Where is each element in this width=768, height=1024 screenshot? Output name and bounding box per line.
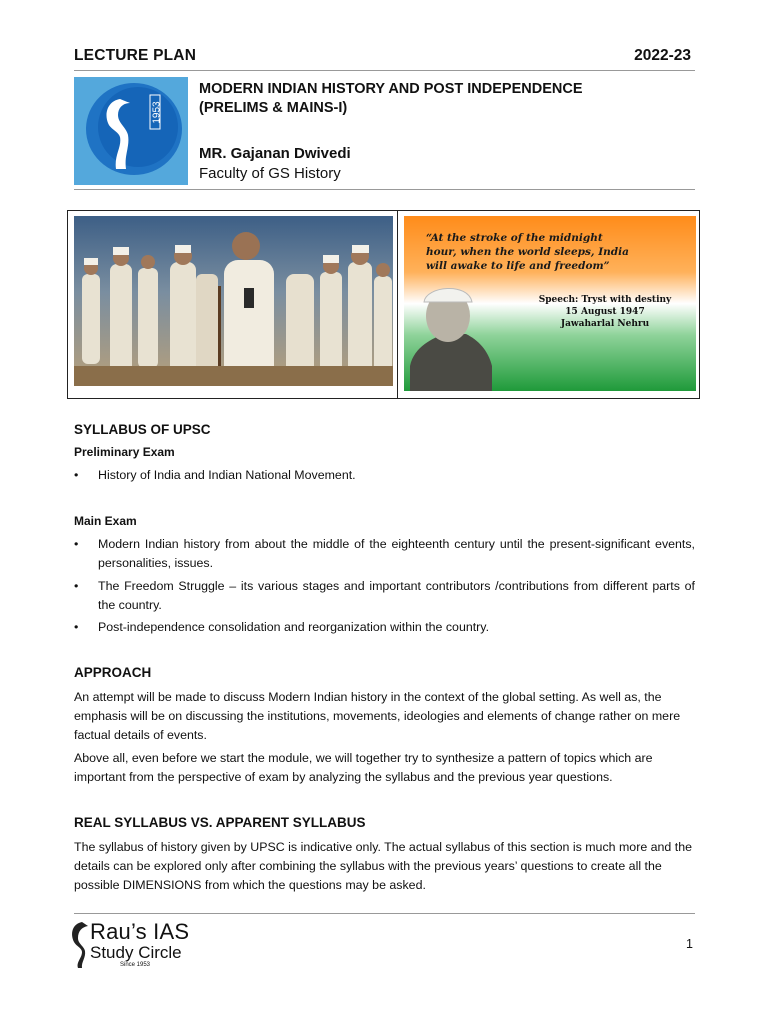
head-silhouette-icon xyxy=(74,77,188,185)
quote-line1: “At the stroke of the midnight xyxy=(426,232,603,244)
list-item-text: Post-independence consolidation and reorganization within the country. xyxy=(98,620,490,634)
prelims-heading: Preliminary Exam xyxy=(74,445,175,459)
banner-divider xyxy=(397,210,398,399)
bullet-icon: • xyxy=(74,620,79,634)
course-title xyxy=(199,80,583,118)
teacher-role: Faculty of GS History xyxy=(199,165,341,182)
approach-paragraph-2: Above all, even before we start the module, we will together try to synthesize a pattern of topics which are important from the perspective of exam by analyzing the syllabus and the previous year questions. xyxy=(74,751,653,784)
approach-paragraph-1: An attempt will be made to discuss Modern Indian history in the context of the global setting. As well as, the emphasis will be on discussing the institutions, movements, ideologies and elements of change rather on mere factual details of events. xyxy=(74,690,681,742)
teacher-name: MR. Gajanan Dwivedi xyxy=(199,145,351,162)
list-item xyxy=(74,577,695,614)
list-item xyxy=(74,466,695,485)
syllabus-heading: SYLLABUS OF UPSC xyxy=(74,422,211,437)
speech-speaker: Jawaharlal Nehru xyxy=(560,319,650,329)
real-syllabus-paragraph: The syllabus of history given by UPSC is indicative only. The actual syllabus of this section is much more and the details can be explored only after combining the syllabus with the previous years’ questions to create all the possible DIMENSIONS from which the questions may be asked. xyxy=(74,840,692,892)
brand-tagline: Study Circle xyxy=(90,943,182,962)
real-syllabus-heading: REAL SYLLABUS VS. APPARENT SYLLABUS xyxy=(74,815,366,830)
quote-line2: hour, when the world sleeps, India xyxy=(426,246,629,258)
course-title-line2: (PRELIMS & MAINS-I) xyxy=(199,100,348,116)
list-item xyxy=(74,535,695,572)
header-rule-bottom xyxy=(74,189,695,190)
institute-logo xyxy=(74,77,188,185)
list-item-text: The Freedom Struggle – its various stages and important contributors /contributions from different parts of the country. xyxy=(98,579,695,612)
list-item xyxy=(74,618,695,637)
head-silhouette-icon xyxy=(68,918,92,970)
bullet-icon: • xyxy=(74,537,79,551)
list-item-text: Modern Indian history from about the middle of the eighteenth century until the present-significant events, personalities, issues. xyxy=(98,537,695,570)
speech-title: Speech: Tryst with destiny xyxy=(538,295,672,305)
logo-year-mark: 1953 xyxy=(151,101,163,124)
academic-year: 2022-23 xyxy=(634,47,691,64)
mains-heading: Main Exam xyxy=(74,514,137,528)
brand-since: Since 1953 xyxy=(120,962,151,968)
nehru-quote xyxy=(426,231,676,273)
header-rule-top xyxy=(74,70,695,71)
footer-rule xyxy=(74,913,695,914)
bullet-icon: • xyxy=(74,468,79,482)
course-title-line1: MODERN INDIAN HISTORY AND POST INDEPENDENCE xyxy=(199,81,583,97)
list-item-text: History of India and Indian National Movement. xyxy=(98,468,356,482)
speech-date: 15 August 1947 xyxy=(565,307,645,317)
approach-heading: APPROACH xyxy=(74,665,152,680)
doc-type-label: LECTURE PLAN xyxy=(74,47,197,64)
speech-caption xyxy=(520,294,690,330)
page-number: 1 xyxy=(686,937,693,951)
bullet-icon: • xyxy=(74,579,79,593)
brand-name: Rau’s IAS xyxy=(90,919,190,944)
salt-march-painting xyxy=(74,216,393,386)
quote-line3: will awake to life and freedom” xyxy=(426,260,610,272)
